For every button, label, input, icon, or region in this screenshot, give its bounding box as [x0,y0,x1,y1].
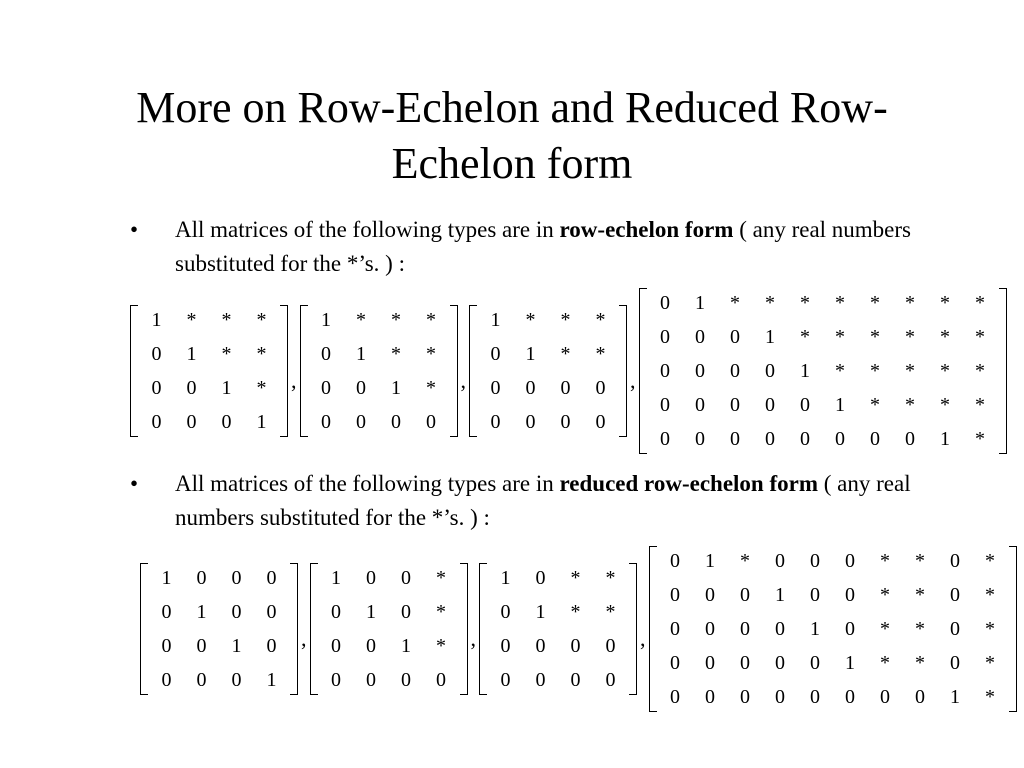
matrix-entry: * [835,292,845,314]
matrix-entry: 0 [266,601,277,623]
matrix-entry: 1 [196,601,207,623]
matrix-entry: 0 [366,567,376,589]
matrix-entry: 0 [500,635,511,657]
matrix-entry: 1 [775,584,785,606]
matrix-entry: 0 [915,686,925,708]
matrix-entry: 0 [950,550,960,572]
matrix-entry: * [940,292,950,314]
matrix-row [139,371,279,405]
matrix-row [648,320,998,354]
matrix-entry: 0 [730,394,740,416]
matrix-entry: 1 [221,377,232,399]
matrix-entry: * [940,394,950,416]
matrix-row [478,405,618,439]
matrix-entry: 0 [595,377,606,399]
matrix-entry: 0 [670,618,680,640]
matrix-entry: * [436,567,446,589]
matrix-row [139,337,279,371]
matrix-entry: 1 [401,635,411,657]
matrix-row [309,405,449,439]
matrix-entry: 1 [356,343,366,365]
bullet-text-bold: row-echelon form [559,217,734,242]
matrix-entry: 0 [196,635,207,657]
matrix-entry: 0 [321,377,331,399]
bullet-marker: • [130,217,139,242]
matrix-entry: 0 [705,686,715,708]
matrix-entry: * [256,377,267,399]
matrix-separator: , [640,626,646,651]
matrix-entry: * [800,326,810,348]
matrix-entry: 0 [570,635,581,657]
matrix-row [648,286,998,320]
matrix-entry: 0 [151,377,162,399]
matrix-entry: * [835,326,845,348]
matrix-entry: * [975,292,985,314]
matrix-entry: 0 [730,428,740,450]
matrix-entry: 0 [500,601,511,623]
matrix-row [488,629,628,663]
bullet-text-pre: All matrices of the following types are in [175,217,560,242]
row-echelon-matrices [130,286,1007,456]
matrix [310,561,468,697]
matrix-entry: * [436,635,446,657]
matrix-entry: 1 [765,326,775,348]
matrix-entry: 0 [800,428,810,450]
matrix-entry: 0 [231,601,242,623]
matrix-row [648,354,998,388]
matrix-entry: 0 [401,669,411,691]
matrix-entry: * [880,618,890,640]
matrix-entry: 0 [740,584,750,606]
matrix-entry: 0 [695,326,705,348]
matrix-entry: 0 [810,652,820,674]
matrix-entry: * [915,584,925,606]
matrix-row [648,388,998,422]
matrix-entry: 0 [535,669,546,691]
matrix-entry: 0 [775,686,785,708]
matrix-entry: * [570,567,581,589]
matrix-entry: 0 [705,618,715,640]
matrix-entry: * [221,343,232,365]
matrix [639,286,1007,456]
matrix-entry: 0 [401,567,411,589]
matrix-entry: 1 [266,669,277,691]
matrix-entry: 0 [151,411,162,433]
matrix-entry: 0 [436,669,446,691]
matrix-entry: 0 [695,394,705,416]
matrix-entry: * [985,550,995,572]
matrix-entry: 0 [870,428,880,450]
matrix-entry: 0 [356,411,366,433]
matrix-entry: 1 [391,377,401,399]
matrix-row [319,663,459,697]
matrix-entry: * [940,326,950,348]
matrix-entry: 0 [670,550,680,572]
matrix-entry: 1 [940,428,950,450]
matrix-entry: 0 [356,377,366,399]
bullet-text-pre: All matrices of the following types are in [175,471,560,496]
matrix-entry: * [985,618,995,640]
matrix-entry: 1 [950,686,960,708]
matrix-entry: 0 [266,635,277,657]
matrix-entry: * [391,343,401,365]
matrix-entry: * [835,360,845,382]
matrix-entry: 0 [660,428,670,450]
matrix-entry: 0 [490,411,501,433]
matrix-entry: 0 [775,550,785,572]
matrix-row [309,371,449,405]
matrix-entry: 1 [845,652,855,674]
matrix-entry: 0 [525,411,536,433]
matrix-entry: 0 [535,567,546,589]
matrix-entry: 1 [535,601,546,623]
matrix [479,561,637,697]
matrix-entry: 0 [525,377,536,399]
matrix-separator: , [291,368,297,393]
matrix-entry: * [915,652,925,674]
matrix-entry: 1 [810,618,820,640]
matrix [140,561,298,697]
matrix-entry: 0 [670,584,680,606]
matrix-entry: 0 [810,550,820,572]
reduced-row-echelon-matrices [140,544,1017,714]
matrix-entry: * [975,360,985,382]
matrix-row [319,595,459,629]
matrix-row [658,544,1008,578]
matrix-entry: 0 [366,669,376,691]
matrix [300,303,458,439]
bullet-row-echelon [130,213,920,281]
matrix-row [309,303,449,337]
matrix-entry: * [905,292,915,314]
title-line-2: Echelon form [391,139,633,188]
matrix-entry: * [905,360,915,382]
matrix-row [478,371,618,405]
matrix-entry: 1 [490,309,501,331]
matrix-entry: * [905,394,915,416]
matrix-entry: * [391,309,401,331]
matrix-entry: 0 [950,652,960,674]
bullet-text [175,467,920,535]
matrix-entry: * [426,377,436,399]
matrix-entry: 1 [525,343,536,365]
matrix-entry: * [975,326,985,348]
matrix-row [149,561,289,595]
matrix-entry: 0 [560,377,571,399]
matrix-row [658,646,1008,680]
matrix-entry: 0 [660,292,670,314]
matrix-entry: 0 [730,360,740,382]
matrix-entry: * [256,343,267,365]
matrix-row [149,595,289,629]
matrix-entry: * [915,550,925,572]
matrix-separator: , [460,368,466,393]
bullet-text-post: ( any real numbers substituted for the *’s. ) : [175,471,911,530]
matrix-entry: 0 [196,567,207,589]
matrix-entry: 0 [605,635,616,657]
matrix [130,303,288,439]
matrix-entry: * [560,309,571,331]
matrix-entry: 0 [705,584,715,606]
bullet-text-bold: reduced row-echelon form [559,471,818,496]
matrix-entry: * [356,309,366,331]
matrix-entry: * [605,567,616,589]
matrix-entry: * [870,326,880,348]
matrix-entry: 0 [845,550,855,572]
matrix-entry: 0 [151,343,162,365]
matrix-entry: * [256,309,267,331]
matrix-entry: 1 [161,567,172,589]
matrix-row [139,303,279,337]
matrix-entry: * [800,292,810,314]
matrix-entry: * [880,652,890,674]
matrix-entry: * [426,309,436,331]
matrix-entry: 1 [231,635,242,657]
matrix-entry: 0 [535,635,546,657]
matrix-row [478,303,618,337]
matrix-row [139,405,279,439]
matrix-entry: 0 [705,652,715,674]
matrix-row [309,337,449,371]
matrix-entry: * [436,601,446,623]
matrix-entry: 0 [321,411,331,433]
matrix-entry: 0 [231,567,242,589]
matrix-entry: * [221,309,232,331]
matrix-entry: 0 [810,584,820,606]
matrix-entry: 1 [331,567,341,589]
matrix-entry: 0 [196,669,207,691]
matrix-entry: 0 [845,686,855,708]
matrix-entry: 0 [835,428,845,450]
matrix-row [488,595,628,629]
matrix-entry: 0 [186,377,197,399]
matrix-entry: 0 [560,411,571,433]
matrix-entry: * [870,394,880,416]
matrix-entry: 0 [670,652,680,674]
matrix-entry: * [426,343,436,365]
matrix-entry: 0 [800,394,810,416]
matrix-entry: 1 [366,601,376,623]
matrix-entry: * [186,309,197,331]
matrix-entry: * [595,309,606,331]
matrix-entry: * [740,550,750,572]
matrix-entry: * [570,601,581,623]
matrix-entry: 0 [695,428,705,450]
matrix-entry: 0 [331,601,341,623]
matrix-entry: * [880,550,890,572]
matrix-entry: * [880,584,890,606]
matrix-row [319,629,459,663]
matrix-entry: * [940,360,950,382]
matrix-entry: * [975,394,985,416]
matrix-entry: * [605,601,616,623]
matrix-entry: 0 [490,343,501,365]
matrix-entry: 1 [186,343,197,365]
matrix-separator: , [301,626,307,651]
matrix-entry: 0 [490,377,501,399]
matrix-entry: 0 [880,686,890,708]
matrix-separator: , [630,368,636,393]
matrix-row [658,578,1008,612]
matrix-entry: 1 [705,550,715,572]
matrix-entry: 0 [950,618,960,640]
matrix-entry: * [915,618,925,640]
matrix-entry: 0 [221,411,232,433]
matrix-entry: * [985,652,995,674]
matrix-entry: 0 [186,411,197,433]
matrix-entry: 1 [151,309,162,331]
matrix-separator: , [470,626,476,651]
matrix-entry: 0 [660,360,670,382]
slide-title [0,80,1024,192]
matrix-row [478,337,618,371]
matrix-entry: 1 [800,360,810,382]
matrix-entry: 1 [695,292,705,314]
matrix-entry: 0 [321,343,331,365]
matrix-entry: 0 [765,394,775,416]
matrix-entry: * [905,326,915,348]
matrix-row [648,422,998,456]
matrix-entry: 0 [331,669,341,691]
matrix-entry: 0 [845,584,855,606]
matrix-entry: 0 [765,428,775,450]
matrix-entry: * [985,584,995,606]
matrix-entry: 1 [321,309,331,331]
matrix-entry: 0 [570,669,581,691]
matrix-row [658,612,1008,646]
matrix-row [149,629,289,663]
matrix-entry: * [870,360,880,382]
matrix-row [149,663,289,697]
matrix-entry: 0 [775,618,785,640]
matrix-entry: 0 [845,618,855,640]
bullet-marker: • [130,471,139,496]
matrix-entry: 0 [695,360,705,382]
matrix-row [319,561,459,595]
matrix [469,303,627,439]
matrix-entry: 0 [391,411,401,433]
matrix-entry: 0 [670,686,680,708]
matrix-entry: * [870,292,880,314]
matrix-entry: 0 [266,567,277,589]
matrix-entry: * [730,292,740,314]
matrix-entry: 0 [595,411,606,433]
matrix-entry: * [525,309,536,331]
matrix-entry: 1 [256,411,267,433]
matrix-entry: 0 [660,394,670,416]
matrix-entry: 0 [426,411,436,433]
matrix-entry: 0 [500,669,511,691]
matrix-entry: 0 [740,618,750,640]
matrix-entry: 0 [730,326,740,348]
matrix-entry: 0 [740,652,750,674]
matrix-row [488,561,628,595]
matrix-entry: 0 [231,669,242,691]
matrix-entry: 0 [331,635,341,657]
matrix-entry: 0 [740,686,750,708]
bullet-reduced-row-echelon [130,467,920,535]
matrix-entry: 0 [401,601,411,623]
matrix-entry: * [985,686,995,708]
matrix-row [658,680,1008,714]
matrix-entry: 1 [500,567,511,589]
matrix-entry: 0 [161,669,172,691]
title-line-1: More on Row-Echelon and Reduced Row- [136,83,888,132]
matrix-entry: 0 [810,686,820,708]
matrix-entry: * [560,343,571,365]
matrix-entry: 0 [905,428,915,450]
matrix-row [488,663,628,697]
matrix [649,544,1017,714]
bullet-text [175,213,920,281]
matrix-entry: * [765,292,775,314]
matrix-entry: 0 [161,635,172,657]
matrix-entry: * [595,343,606,365]
matrix-entry: 1 [835,394,845,416]
matrix-entry: 0 [775,652,785,674]
matrix-entry: 0 [366,635,376,657]
matrix-entry: 0 [660,326,670,348]
matrix-entry: * [975,428,985,450]
bullet-text-post: ( any real numbers substituted for the *’s. ) : [175,217,911,276]
matrix-entry: 0 [950,584,960,606]
matrix-entry: 0 [765,360,775,382]
matrix-entry: 0 [161,601,172,623]
matrix-entry: 0 [605,669,616,691]
